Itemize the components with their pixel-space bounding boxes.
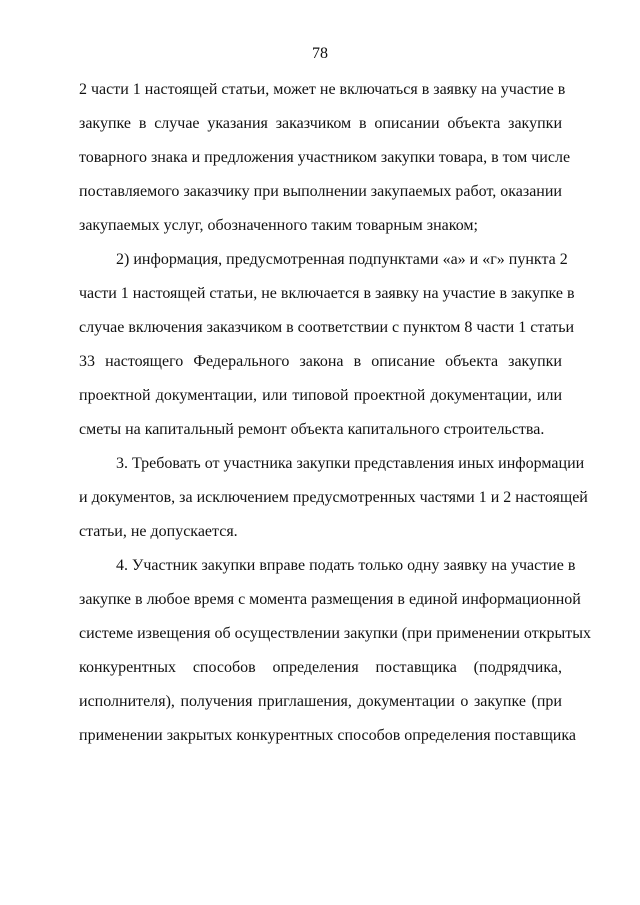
text-line: системе извещения об осуществлении закупки (при применении открытых [79,625,591,642]
text-line: и документов, за исключением предусмотренных частями 1 и 2 настоящей [79,489,588,506]
page-number: 78 [312,45,328,62]
text-line: исполнителя), получения приглашения, документации о закупке (при [79,693,562,710]
text-line: 3. Требовать от участника закупки представления иных информации [116,455,585,472]
text-line: сметы на капитальный ремонт объекта капитального строительства. [79,421,545,438]
text-line: конкурентных способов определения поставщика (подрядчика, [79,659,562,676]
text-line: закупке в любое время с момента размещения в единой информационной [79,591,581,608]
body-text [79,78,591,758]
text-line: 4. Участник закупки вправе подать только одну заявку на участие в [116,557,576,574]
text-line: 33 настоящего Федерального закона в описание объекта закупки [79,353,562,370]
text-line: закупке в случае указания заказчиком в описании объекта закупки [79,115,562,132]
text-line: 2 части 1 настоящей статьи, может не включаться в заявку на участие в [79,81,566,98]
text-line: закупаемых услуг, обозначенного таким товарным знаком; [79,217,478,234]
text-line: поставляемого заказчику при выполнении закупаемых работ, оказании [79,183,562,200]
text-line: статьи, не допускается. [79,523,238,540]
text-line: применении закрытых конкурентных способов определения поставщика [79,727,576,744]
text-line: товарного знака и предложения участником закупки товара, в том числе [79,149,571,166]
text-line: части 1 настоящей статьи, не включается в заявку на участие в закупке в [79,285,575,302]
text-line: случае включения заказчиком в соответствии с пунктом 8 части 1 статьи [79,319,575,336]
text-line: проектной документации, или типовой проектной документации, или [79,387,562,404]
text-line: 2) информация, предусмотренная подпунктами «а» и «г» пункта 2 [116,251,568,268]
